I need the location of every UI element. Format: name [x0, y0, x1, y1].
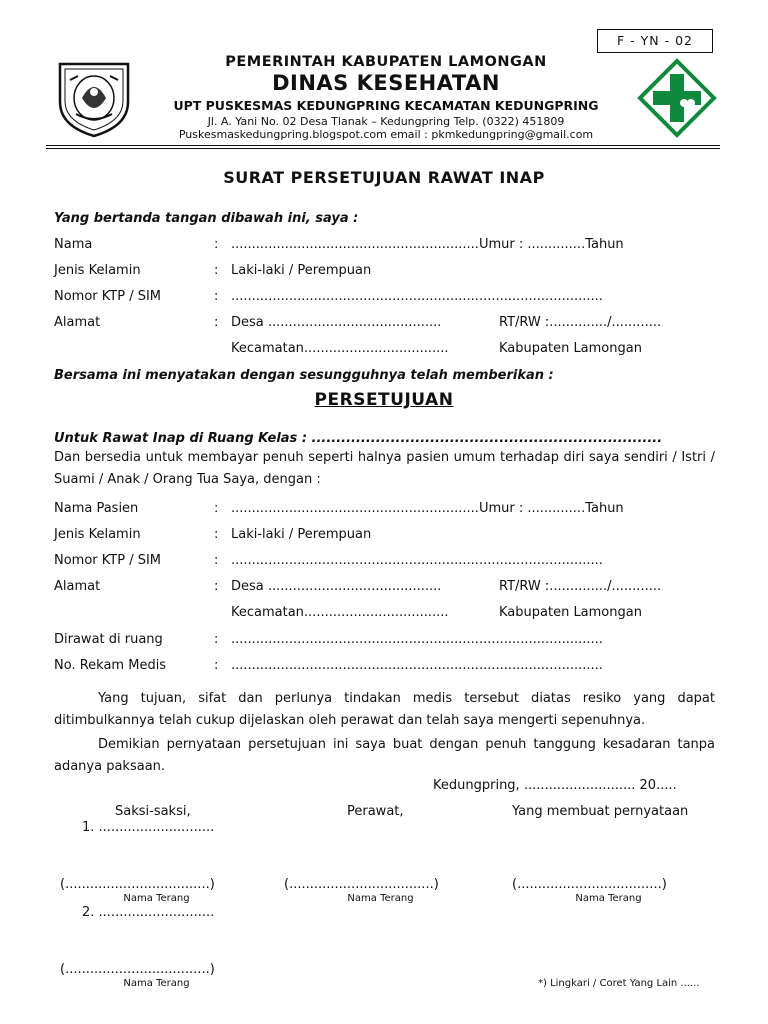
- witness-2-line: 2. ............................: [82, 905, 215, 920]
- header-rule-thin: [46, 148, 720, 149]
- nurse-label: Perawat,: [347, 804, 404, 819]
- patient-village-field: Desa ..........................................: [231, 579, 442, 594]
- field-label: Nomor KTP / SIM: [54, 553, 162, 568]
- field-label: Alamat: [54, 579, 101, 594]
- field-label: Nama Pasien: [54, 501, 139, 516]
- witness-1-name-caption: Nama Terang: [123, 893, 190, 904]
- declaration-paragraph: Demikian pernyataan persetujuan ini saya buat dengan penuh tanggung kesadaran tanpa adanya paksaan.: [54, 737, 715, 774]
- patient-id-field: ..........................................................................................: [231, 553, 603, 568]
- patient-room-field: ..........................................................................................: [231, 632, 603, 647]
- colon: :: [214, 237, 219, 252]
- signer-regency: Kabupaten Lamongan: [499, 341, 642, 356]
- patient-record-field: ..........................................................................................: [231, 658, 603, 673]
- witnesses-label: Saksi-saksi,: [115, 804, 191, 819]
- colon: :: [214, 289, 219, 304]
- signer-id-field: ..........................................................................................: [231, 289, 603, 304]
- witness-2-signature: (...................................): [60, 962, 215, 977]
- lamongan-regency-seal-logo: [54, 58, 134, 138]
- footnote: *) Lingkari / Coret Yang Lain ......: [538, 978, 700, 989]
- document-title: SURAT PERSETUJUAN RAWAT INAP: [223, 168, 545, 187]
- declarant-label: Yang membuat pernyataan: [512, 804, 689, 819]
- declarant-name-caption: Nama Terang: [575, 893, 642, 904]
- header-government: PEMERINTAH KABUPATEN LAMONGAN: [225, 54, 547, 70]
- colon: :: [214, 632, 219, 647]
- field-label: Nama: [54, 237, 93, 252]
- signer-district-field: Kecamatan...................................: [231, 341, 449, 356]
- signer-village-field: Desa ..........................................: [231, 315, 442, 330]
- field-label: Jenis Kelamin: [54, 527, 141, 542]
- signer-rtrw-field: RT/RW :............../............: [499, 315, 662, 330]
- statement-text: Bersama ini menyatakan dengan sesungguhnya telah memberikan :: [54, 368, 554, 383]
- place-date-line: Kedungpring, ........................... 20.....: [433, 778, 677, 793]
- witness-1-signature: (...................................): [60, 877, 215, 892]
- signer-name-field: ............................................................Umur : ..............Tahun: [231, 237, 624, 252]
- patient-rtrw-field: RT/RW :............../............: [499, 579, 662, 594]
- declarant-signature: (...................................): [512, 877, 667, 892]
- field-label: Nomor KTP / SIM: [54, 289, 162, 304]
- header-rule-thick: [46, 145, 720, 146]
- nurse-signature: (...................................): [284, 877, 439, 892]
- witness-2-name-caption: Nama Terang: [123, 978, 190, 989]
- explanation-paragraph: Yang tujuan, sifat dan perlunya tindakan medis tersebut diatas resiko yang dapat ditimbulkannya telah cukup dijelaskan oleh perawat dan telah saya mengerti sepenuhnya.: [54, 691, 715, 728]
- field-label: Jenis Kelamin: [54, 263, 141, 278]
- patient-regency: Kabupaten Lamongan: [499, 605, 642, 620]
- colon: :: [214, 553, 219, 568]
- witness-1-line: 1. ............................: [82, 820, 215, 835]
- patient-gender-field: Laki-laki / Perempuan: [231, 527, 372, 542]
- nurse-name-caption: Nama Terang: [347, 893, 414, 904]
- room-class-line: Untuk Rawat Inap di Ruang Kelas : .......................................................................: [54, 431, 663, 446]
- patient-district-field: Kecamatan...................................: [231, 605, 449, 620]
- health-office-logo: [637, 58, 717, 138]
- header-puskesmas: UPT PUSKESMAS KEDUNGPRING KECAMATAN KEDUNGPRING: [173, 98, 599, 113]
- colon: :: [214, 501, 219, 516]
- colon: :: [214, 527, 219, 542]
- payment-willingness-text: Dan bersedia untuk membayar penuh seperti halnya pasien umum terhadap diri saya sendiri / Istri / Suami / Anak / Orang Tua Saya, dengan :: [54, 450, 715, 487]
- form-code-box: F - YN - 02: [597, 29, 713, 53]
- colon: :: [214, 579, 219, 594]
- colon: :: [214, 263, 219, 278]
- colon: :: [214, 315, 219, 330]
- header-office: DINAS KESEHATAN: [272, 71, 500, 95]
- intro-text: Yang bertanda tangan dibawah ini, saya :: [54, 211, 359, 226]
- field-label: Alamat: [54, 315, 101, 330]
- field-label: No. Rekam Medis: [54, 658, 167, 673]
- patient-name-field: ............................................................Umur : ..............Tahun: [231, 501, 624, 516]
- colon: :: [214, 658, 219, 673]
- consent-heading: PERSETUJUAN: [314, 390, 454, 410]
- header-contact: Puskesmaskedungpring.blogspot.com email : pkmkedungpring@gmail.com: [178, 128, 594, 141]
- field-label: Dirawat di ruang: [54, 632, 163, 647]
- signer-gender-field: Laki-laki / Perempuan: [231, 263, 372, 278]
- header-address: Jl. A. Yani No. 02 Desa Tlanak – Kedungpring Telp. (0322) 451809: [207, 115, 565, 128]
